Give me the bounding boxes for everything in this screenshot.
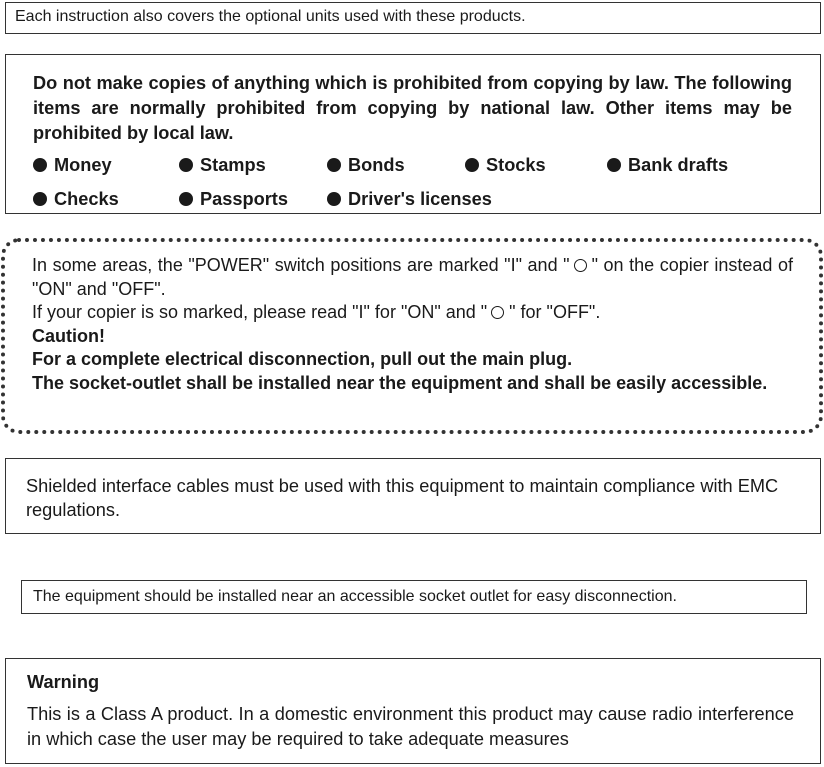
list-item: [327, 186, 492, 212]
item-label: Stocks: [486, 155, 546, 175]
bullet-icon: [33, 192, 47, 206]
power-text-part: If your copier is so marked, please read "I" for "ON" and ": [32, 302, 488, 322]
bullet-icon: [327, 192, 341, 206]
power-text-part: In some areas, the "POWER" switch positions are marked "I" and ": [32, 255, 570, 275]
off-circle-icon: [491, 306, 504, 319]
item-label: Bank drafts: [628, 155, 729, 175]
warning-box: [5, 658, 821, 764]
off-circle-icon: [574, 259, 587, 272]
bullet-icon: [327, 158, 341, 172]
prohibited-items-list: [33, 152, 792, 212]
item-label: Driver's licenses: [348, 189, 492, 209]
list-item: [179, 186, 327, 212]
socket-notice-text: The equipment should be installed near an accessible socket outlet for easy disconnection.: [33, 588, 677, 605]
shielded-cables-box: [5, 458, 821, 534]
caution-title: Caution!: [32, 325, 105, 346]
item-label: Passports: [200, 189, 288, 209]
warning-title: Warning: [27, 672, 100, 692]
item-label: Stamps: [200, 155, 266, 175]
copy-prohibition-box: [5, 54, 821, 214]
bullet-icon: [33, 158, 47, 172]
units-notice-text: Each instruction also covers the optional units used with these products.: [15, 8, 526, 25]
caution-line: For a complete electrical disconnection, pull out the main plug.: [32, 349, 573, 369]
bullet-icon: [465, 158, 479, 172]
list-item: [607, 152, 757, 178]
caution-line: The socket-outlet shall be installed near the equipment and shall be easily accessible.: [32, 372, 768, 393]
socket-notice-box: [21, 580, 807, 614]
list-item: [179, 152, 327, 178]
power-text-part: " on the copier instead of "ON" and "OFF".: [32, 255, 793, 299]
power-text-part: " for "OFF".: [509, 302, 601, 322]
bullet-icon: [179, 158, 193, 172]
copy-prohibition-text: Do not make copies of anything which is prohibited from copying by law. The following items are normally prohibited from copying by national law. Other items may be prohibited by local law.: [33, 73, 792, 143]
list-item: [33, 152, 179, 178]
units-notice-box: [5, 2, 821, 34]
item-label: Money: [54, 155, 112, 175]
warning-text: This is a Class A product. In a domestic environment this product may cause radio interference in which case the user may be required to take adequate measures: [27, 704, 794, 749]
power-switch-paragraph: [32, 254, 793, 301]
shielded-cables-text: Shielded interface cables must be used with this equipment to maintain compliance with EMC regulations.: [26, 476, 779, 520]
item-label: Bonds: [348, 155, 405, 175]
bullet-icon: [179, 192, 193, 206]
list-item: [465, 152, 607, 178]
list-item: [33, 186, 179, 212]
bullet-icon: [607, 158, 621, 172]
list-item: [327, 152, 465, 178]
item-label: Checks: [54, 189, 119, 209]
power-switch-notice-box: [1, 238, 823, 434]
power-read-paragraph: [32, 301, 793, 325]
